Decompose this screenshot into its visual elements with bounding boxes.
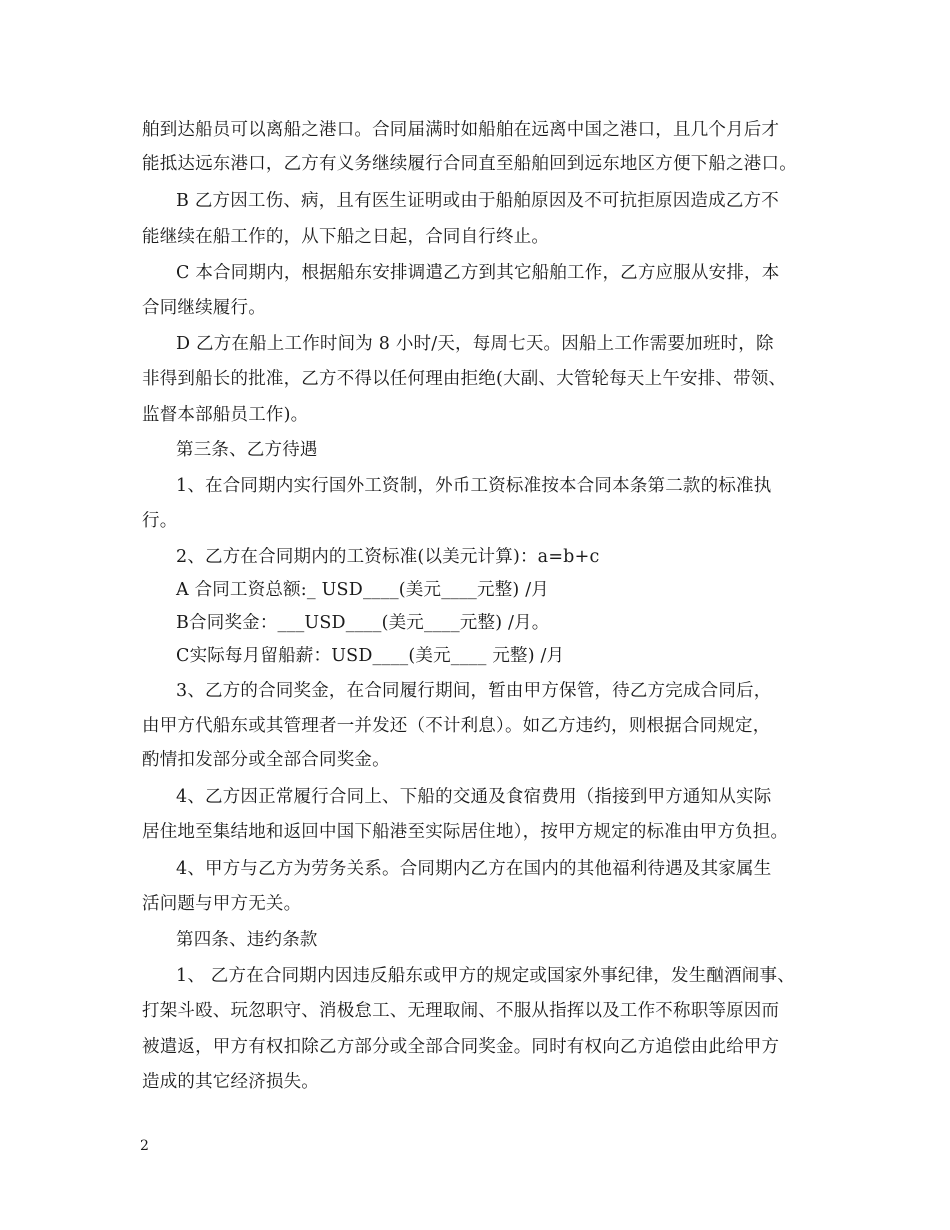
text-line: 非得到船长的批准，乙方不得以任何理由拒绝(大副、大管轮每天上午安排、带领、: [142, 369, 787, 389]
text-line: 能抵达远东港口，乙方有义务继续履行合同直至船舶回到远东地区方便下船之港口。: [142, 154, 797, 174]
text-line: B合同奖金：___USD____(美元____元整) /月。: [176, 613, 550, 633]
text-line: 造成的其它经济损失。: [142, 1072, 319, 1092]
text-line: 酌情扣发部分或全部合同奖金。: [142, 750, 390, 770]
text-line: C 本合同期内，根据船东安排调遣乙方到其它船舶工作，乙方应服从安排，本: [176, 263, 780, 283]
text-line: 4、乙方因正常履行合同上、下船的交通及食宿费用（指接到甲方通知从实际: [176, 787, 772, 807]
page-number: 2: [140, 1138, 149, 1154]
text-line: 合同继续履行。: [142, 298, 266, 318]
text-line: 2、乙方在合同期内的工资标准(以美元计算)：a=b+c: [176, 547, 600, 567]
text-line: 舶到达船员可以离船之港口。合同届满时如船舶在远离中国之港口，且几个月后才: [142, 120, 780, 140]
text-line: C实际每月留船薪：USD____(美元____ 元整) /月: [176, 646, 565, 666]
text-line: A 合同工资总额:_ USD____(美元____元整) /月: [176, 580, 549, 600]
text-line: 由甲方代船东或其管理者一并发还（不计利息）。如乙方违约，则根据合同规定，: [142, 716, 771, 736]
text-line: 行。: [142, 511, 178, 531]
text-line: 打架斗殴、玩忽职守、消极怠工、无理取闹、不服从指挥以及工作不称职等原因而: [142, 1001, 780, 1021]
text-line: D 乙方在船上工作时间为 8 小时/天，每周七天。因船上工作需要加班时，除: [176, 334, 774, 354]
text-line: 活问题与甲方无关。: [142, 894, 302, 914]
text-line: B 乙方因工伤、病，且有医生证明或由于船舶原因及不可抗拒原因造成乙方不: [176, 191, 779, 211]
text-line: 居住地至集结地和返回中国下船港至实际居住地），按甲方规定的标准由甲方负担。: [142, 822, 789, 842]
section-heading: 第三条、乙方待遇: [176, 440, 318, 460]
text-line: 4、甲方与乙方为劳务关系。合同期内乙方在国内的其他福利待遇及其家属生: [176, 859, 772, 879]
text-line: 能继续在船工作的，从下船之日起，合同自行终止。: [142, 227, 550, 247]
text-line: 3、乙方的合同奖金，在合同履行期间，暂由甲方保管，待乙方完成合同后，: [176, 681, 772, 701]
text-line: 1、 乙方在合同期内因违反船东或甲方的规定或国家外事纪律，发生酗酒闹事、: [176, 966, 795, 986]
section-heading: 第四条、违约条款: [176, 930, 318, 950]
text-line: 监督本部船员工作)。: [142, 405, 309, 425]
text-line: 被遣返，甲方有权扣除乙方部分或全部合同奖金。同时有权向乙方追偿由此给甲方: [142, 1037, 780, 1057]
text-line: 1、在合同期内实行国外工资制，外币工资标准按本合同本条第二款的标准执: [176, 476, 772, 496]
